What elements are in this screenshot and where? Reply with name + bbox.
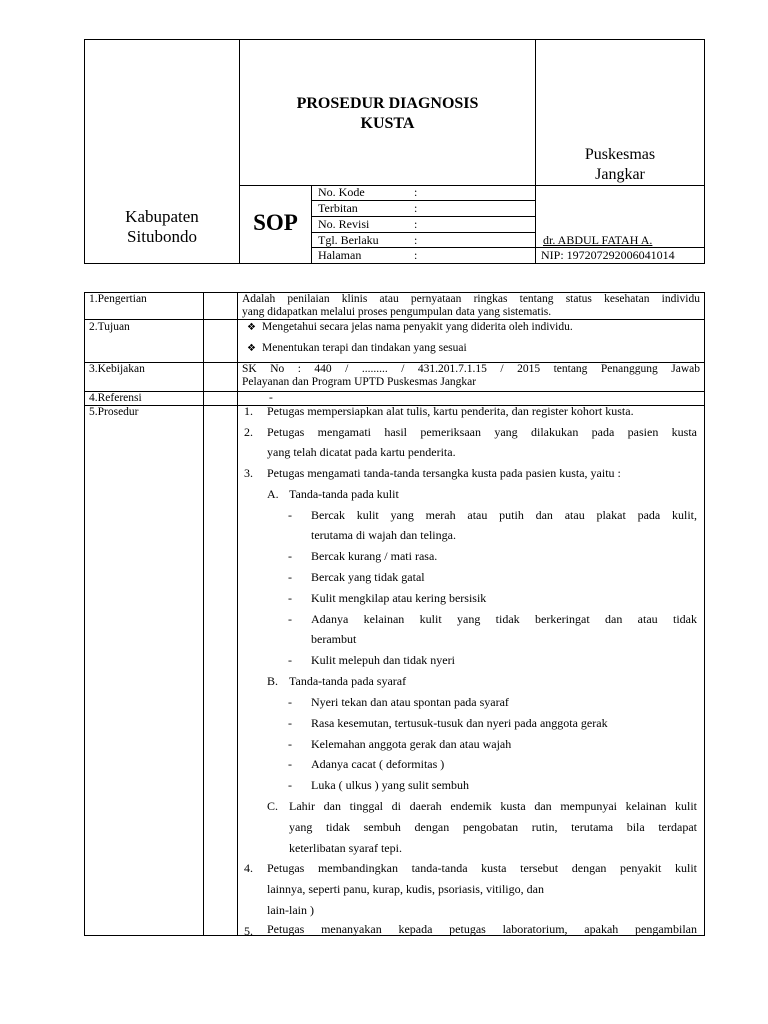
nerve-sign-1: Nyeri tekan dan atau spontan pada syaraf (311, 695, 509, 709)
step-2-line-1: Petugas mengamati hasil pemeriksaan yang dilakukan pada pasien kusta (267, 425, 697, 439)
meta-colon-berlaku: : (414, 233, 418, 247)
nerve-sign-2: Rasa kesemutan, tertusuk-tusuk dan nyeri pada anggota gerak (311, 716, 608, 730)
skin-sign-5-line-2: berambut (311, 632, 357, 646)
meta-colon-revisi: : (414, 217, 418, 231)
health-center-name (536, 145, 704, 185)
nerve-sign-5: Luka ( ulkus ) yang sulit sembuh (311, 778, 469, 792)
step-4-line-2: lainnya, seperti panu, kurap, kudis, psoriasis, vitiligo, dan (267, 882, 544, 896)
skin-sign-5-line-1: Adanya kelainan kulit yang tidak berkeringat dan atau tidak (311, 612, 697, 626)
regency-line1: Kabupaten (125, 207, 199, 226)
dash-icon: - (288, 757, 292, 771)
document-title-line1: PROSEDUR DIAGNOSIS (296, 95, 479, 112)
bullet-icon: ❖ (247, 322, 256, 333)
dash-icon: - (288, 612, 292, 626)
section-c-line-1: Lahir dan tinggal di daerah endemik kusta dan mempunyai kelainan kulit (289, 799, 697, 813)
document-title (240, 94, 535, 134)
meta-label-berlaku: Tgl. Berlaku (318, 233, 379, 247)
skin-sign-4: Kulit mengkilap atau kering bersisik (311, 591, 487, 605)
skin-sign-1-line-2: terutama di wajah dan telinga. (311, 528, 456, 542)
dash-icon: - (288, 716, 292, 730)
step-4-line-3: lain-lain ) (267, 903, 314, 917)
signer-nip: NIP: 197207292006041014 (541, 248, 675, 262)
meta-label-halaman: Halaman (318, 248, 362, 262)
meta-colon-halaman: : (414, 248, 418, 262)
section-b-letter: B. (267, 674, 279, 688)
section-a-title: Tanda-tanda pada kulit (289, 487, 399, 501)
meta-label-terbitan: Terbitan (318, 201, 358, 215)
meta-label-kode: No. Kode (318, 185, 365, 199)
step-number-2: 2. (244, 425, 253, 439)
step-number-3: 3. (244, 466, 253, 480)
dash-icon: - (288, 778, 292, 792)
skin-sign-2: Bercak kurang / mati rasa. (311, 549, 438, 563)
section-c-letter: C. (267, 799, 279, 813)
dash-icon: - (288, 508, 292, 522)
signer-name: dr. ABDUL FATAH A. (543, 233, 653, 247)
kebijakan-text-1: SK No : 440 / ......... / 431.201.7.1.15 / 2015 tentang Penanggung Jawab (242, 363, 700, 375)
meta-colon-kode: : (414, 185, 418, 199)
dash-icon: - (288, 549, 292, 563)
dash-icon: - (288, 653, 292, 667)
dash-icon: - (288, 591, 292, 605)
section-c-line-3: keterlibatan syaraf tepi. (289, 841, 402, 855)
step-number-4: 4. (244, 861, 253, 875)
step-2-line-2: yang telah dicatat pada kartu penderita. (267, 445, 456, 459)
step-4-line-1: Petugas membandingkan tanda-tanda kusta tersebut dengan penyakit kulit (267, 861, 697, 875)
skin-sign-1-line-1: Bercak kulit yang merah atau putih dan atau plakat pada kulit, (311, 508, 697, 522)
nerve-sign-4: Adanya cacat ( deformitas ) (311, 757, 445, 771)
row-label-prosedur: 5.Prosedur (89, 406, 139, 418)
step-5: Petugas menanyakan kepada petugas laboratorium, apakah pengambilan (267, 922, 697, 935)
section-c-line-2: yang tidak sembuh dengan pengobatan rutin, terutama bila terdapat (289, 820, 697, 834)
health-center-line1: Puskesmas (584, 146, 656, 163)
tujuan-item-1: Mengetahui secara jelas nama penyakit yang diderita oleh individu. (262, 321, 573, 333)
step-3: Petugas mengamati tanda-tanda tersangka kusta pada pasien kusta, yaitu : (267, 466, 621, 480)
pengertian-text-2: yang didapatkan melalui proses pengumpulan data yang sistematis. (242, 306, 552, 318)
meta-colon-terbitan: : (414, 201, 418, 215)
step-number-1: 1. (244, 404, 253, 418)
health-center-line2: Jangkar (595, 166, 645, 183)
regency-name (85, 207, 239, 247)
document-title-line2: KUSTA (360, 115, 415, 132)
dash-icon: - (288, 695, 292, 709)
kebijakan-text-2: Pelayanan dan Program UPTD Puskesmas Jangkar (242, 376, 477, 388)
section-b-title: Tanda-tanda pada syaraf (289, 674, 407, 688)
nerve-sign-3: Kelemahan anggota gerak dan atau wajah (311, 737, 512, 751)
row-label-kebijakan: 3.Kebijakan (89, 363, 145, 375)
tujuan-item-2: Menentukan terapi dan tindakan yang sesuai (262, 342, 467, 354)
bullet-icon: ❖ (247, 343, 256, 354)
meta-label-revisi: No. Revisi (318, 217, 370, 231)
row-label-pengertian: 1.Pengertian (89, 293, 147, 305)
referensi-text: - (269, 392, 273, 404)
step-number-5: 5. (244, 924, 253, 938)
dash-icon: - (288, 570, 292, 584)
skin-sign-6: Kulit melepuh dan tidak nyeri (311, 653, 455, 667)
row-label-referensi: 4.Referensi (89, 392, 142, 404)
sop-label: SOP (253, 210, 298, 235)
skin-sign-3: Bercak yang tidak gatal (311, 570, 425, 584)
step-1: Petugas mempersiapkan alat tulis, kartu penderita, dan register kohort kusta. (267, 404, 634, 418)
pengertian-text-1: Adalah penilaian klinis atau pernyataan ringkas tentang status kesehatan individu (242, 293, 700, 305)
row-label-tujuan: 2.Tujuan (89, 321, 130, 333)
section-a-letter: A. (267, 487, 279, 501)
regency-line2: Situbondo (127, 227, 197, 246)
dash-icon: - (288, 737, 292, 751)
